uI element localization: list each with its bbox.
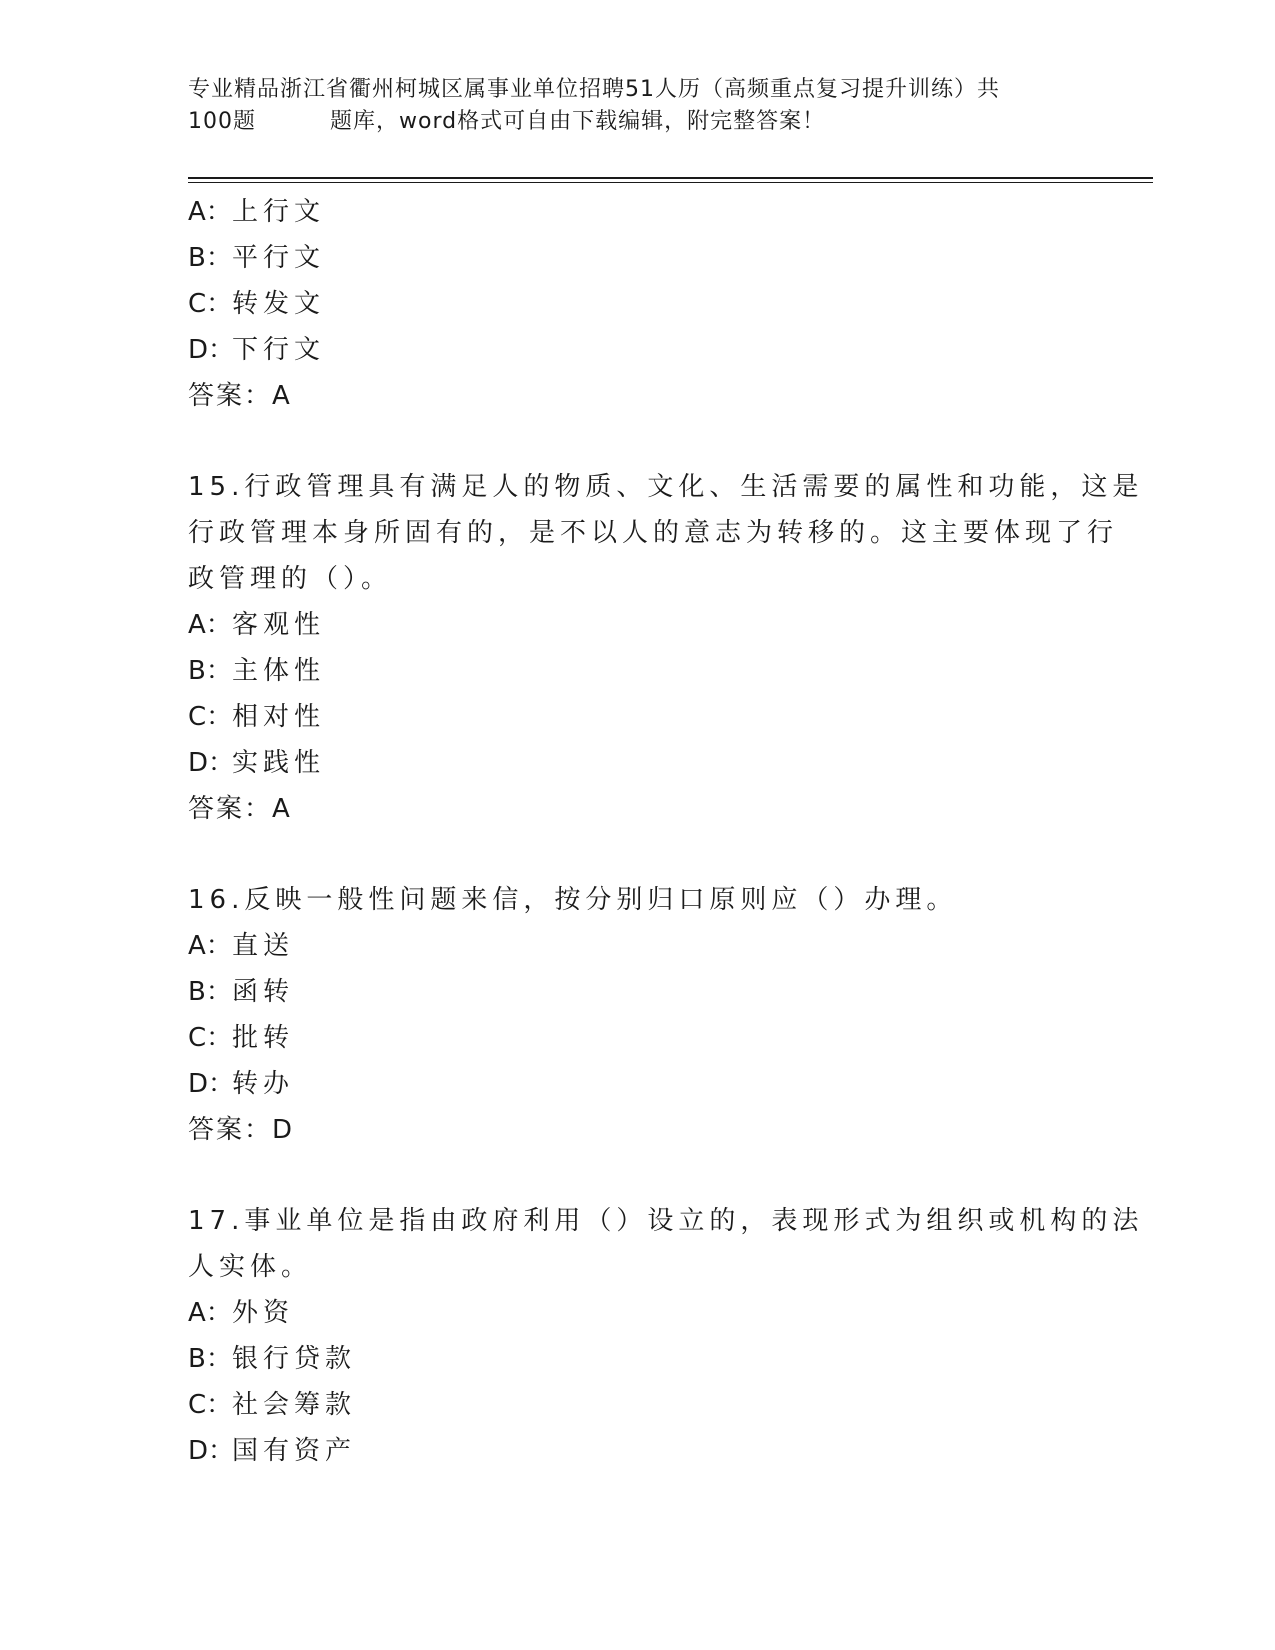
option-d [188,1061,1088,1107]
header-count: 100题 [188,109,256,134]
option-b [188,969,1088,1015]
option-a [188,923,1088,969]
option-d [188,1428,1088,1474]
question-17 [188,1198,1144,1474]
header-description: 题库，word格式可自由下载编辑，附完整答案！ [330,109,826,134]
option-a [188,602,1088,648]
answer-line: 答案：D [188,1115,295,1145]
option-text: 客观性 [232,610,326,640]
question-stem-line: 人实体。 [188,1252,313,1282]
option-text: 转办 [232,1069,295,1099]
header-divider-thin [188,182,1153,183]
option-label: C： [188,1023,233,1053]
option-label: D： [188,1436,235,1466]
option-c [188,1015,1088,1061]
question-14 [188,189,1088,419]
option-text: 直送 [232,931,295,961]
question-list [188,189,1144,1474]
option-label: B： [188,656,232,686]
question-stem-line: 16.反映一般性问题来信，按分别归口原则应（）办理。 [188,885,958,915]
option-text: 批转 [232,1023,295,1053]
question-stem-line: 17.事业单位是指由政府利用（）设立的，表现形式为组织或机构的法 [188,1206,1144,1236]
option-text: 银行贷款 [232,1344,357,1374]
option-d [188,327,1088,373]
option-d [188,740,1088,786]
option-label: C： [188,702,233,732]
option-label: A： [188,610,232,640]
header-line-1: 专业精品浙江省衢州柯城区属事业单位招聘51人历（高频重点复习提升训练）共 [188,77,1000,102]
question-stem-line: 行政管理本身所固有的，是不以人的意志为转移的。这主要体现了行 [188,518,1119,548]
option-label: A： [188,1298,232,1328]
option-text: 上行文 [232,197,326,227]
option-text: 社会筹款 [232,1390,357,1420]
option-text: 转发文 [232,289,326,319]
option-text: 外资 [232,1298,295,1328]
answer-line: 答案：A [188,381,292,411]
option-a [188,189,1088,235]
question-stem-line: 15.行政管理具有满足人的物质、文化、生活需要的属性和功能，这是 [188,472,1144,502]
option-label: D： [188,335,235,365]
option-label: B： [188,1344,232,1374]
option-text: 主体性 [232,656,326,686]
option-label: A： [188,197,232,227]
answer-line: 答案：A [188,794,292,824]
option-text: 实践性 [232,748,326,778]
option-a [188,1290,1088,1336]
option-text: 平行文 [232,243,326,273]
option-label: C： [188,289,233,319]
option-b [188,1336,1088,1382]
option-text: 下行文 [232,335,326,365]
option-b [188,235,1088,281]
option-label: D： [188,1069,235,1099]
option-text: 函转 [232,977,295,1007]
option-text: 国有资产 [232,1436,357,1466]
option-label: A： [188,931,232,961]
question-15 [188,464,1144,832]
option-label: B： [188,243,232,273]
header-line-2 [188,106,1088,138]
option-text: 相对性 [232,702,326,732]
question-stem-line: 政管理的（）。 [188,564,393,594]
option-label: C： [188,1390,233,1420]
option-c [188,1382,1088,1428]
option-c [188,281,1088,327]
document-header [188,74,1088,138]
option-label: D： [188,748,235,778]
option-c [188,694,1088,740]
header-divider-thick [188,177,1153,179]
option-b [188,648,1088,694]
question-16 [188,877,1088,1153]
option-label: B： [188,977,232,1007]
